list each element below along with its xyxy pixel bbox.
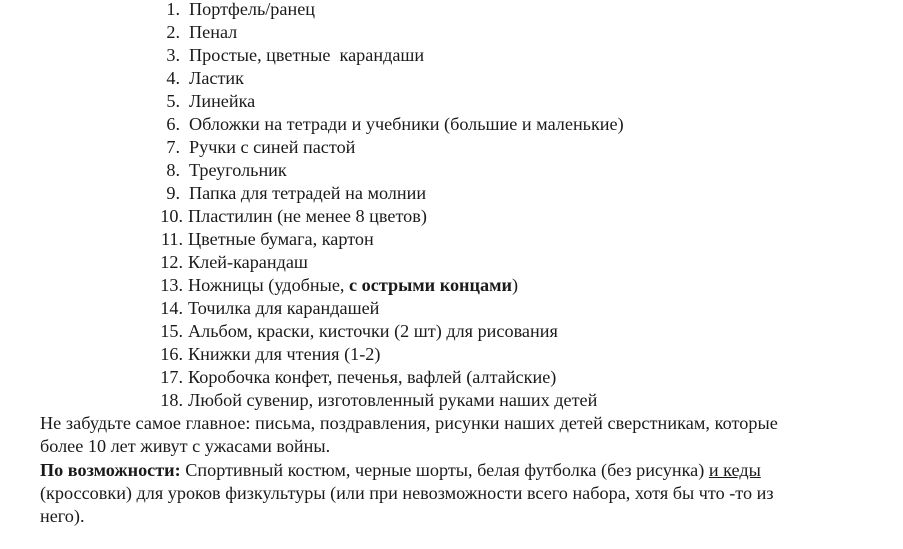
- item-number: 8.: [166, 160, 180, 180]
- item-text-plain: Ножницы (удобные,: [188, 275, 350, 295]
- item-number: 13.: [160, 275, 183, 295]
- reminder-line-2: более 10 лет живут с ужасами войны.: [40, 436, 331, 456]
- item-text: Папка для тетрадей на молнии: [189, 183, 427, 203]
- item-number: 2.: [166, 22, 180, 42]
- item-text: Пластилин (не менее 8 цветов): [188, 206, 427, 226]
- item-text: Книжки для чтения (1-2): [188, 344, 381, 364]
- optional-paragraph: [40, 459, 870, 528]
- item-text: Альбом, краски, кисточки (2 шт) для рисования: [188, 321, 558, 341]
- item-text: Ручки с синей пастой: [189, 137, 356, 157]
- optional-line-3: него).: [40, 506, 85, 526]
- item-number: 11.: [160, 229, 183, 249]
- item-text: Ластик: [189, 68, 244, 88]
- item-text: Портфель/ранец: [189, 0, 316, 19]
- item-text: Треугольник: [189, 160, 287, 180]
- item-number: 18.: [160, 390, 183, 410]
- optional-text: Спортивный костюм, черные шорты, белая футболка (без рисунка): [180, 460, 709, 480]
- item-text: Коробочка конфет, печенья, вафлей (алтайские): [188, 367, 557, 387]
- item-text: Точилка для карандашей: [188, 298, 380, 318]
- optional-label: По возможности:: [40, 460, 181, 480]
- item-text: Обложки на тетради и учебники (большие и маленькие): [189, 114, 624, 134]
- item-text: Любой сувенир, изготовленный руками наших детей: [188, 390, 598, 410]
- optional-line-1: [40, 459, 870, 482]
- item-number: 9.: [166, 183, 180, 203]
- item-number: 6.: [166, 114, 180, 134]
- item-text: Клей-карандаш: [188, 252, 308, 272]
- item-number: 10.: [160, 206, 183, 226]
- item-number: 15.: [160, 321, 183, 341]
- item-text-bold: с острыми концами: [349, 275, 512, 295]
- item-number: 1.: [166, 0, 180, 19]
- item-number: 4.: [166, 68, 180, 88]
- item-number: 12.: [160, 252, 183, 272]
- reminder-paragraph: [40, 412, 870, 458]
- item-number: 3.: [166, 45, 180, 65]
- item-number: 7.: [166, 137, 180, 157]
- item-number: 16.: [160, 344, 183, 364]
- item-text: [188, 274, 518, 297]
- reminder-line-1: Не забудьте самое главное: письма, поздравления, рисунки наших детей сверстникам, которые: [40, 413, 778, 433]
- optional-line-2: (кроссовки) для уроков физкультуры (или при невозможности всего набора, хотя бы что -то из: [40, 483, 774, 503]
- item-number: 14.: [160, 298, 183, 318]
- item-number: 17.: [160, 367, 183, 387]
- item-number: 5.: [166, 91, 180, 111]
- item-text: Цветные бумага, картон: [188, 229, 374, 249]
- item-text: Пенал: [189, 22, 238, 42]
- item-text: Линейка: [189, 91, 256, 111]
- optional-underlined: и кеды: [708, 460, 761, 480]
- item-text: Простые, цветные карандаши: [189, 45, 425, 65]
- item-text-close: ): [511, 275, 519, 295]
